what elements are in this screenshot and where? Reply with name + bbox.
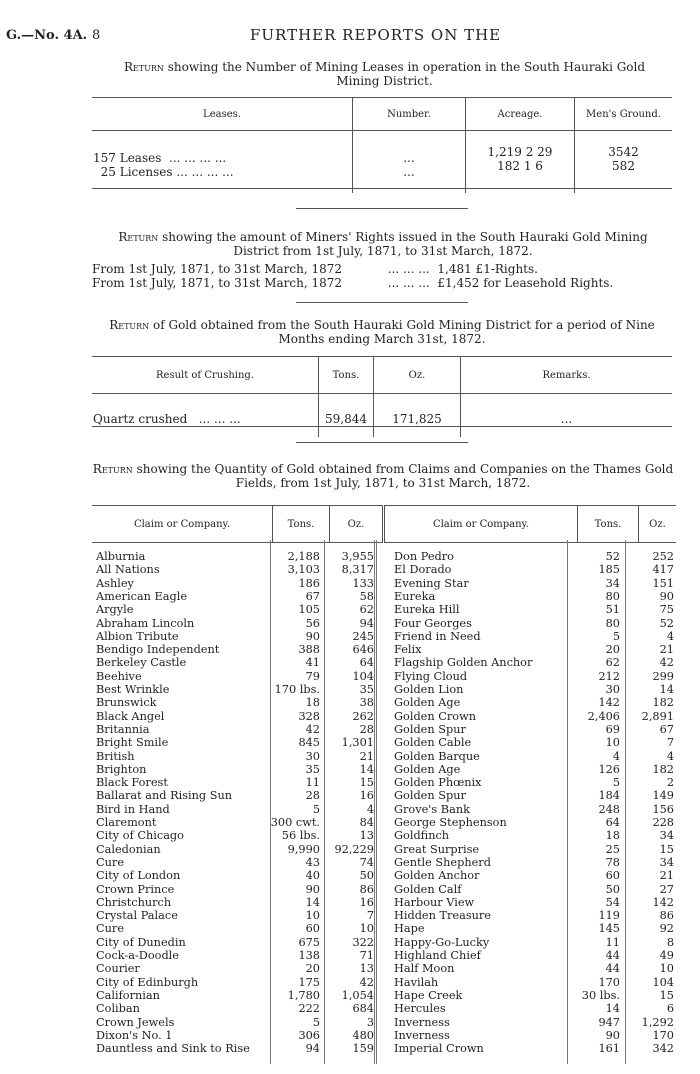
claim-oz: 35 <box>359 683 374 696</box>
claim-tons: 28 <box>305 789 320 803</box>
claim-oz: 262 <box>352 709 374 723</box>
claim-oz: 299 <box>652 669 674 683</box>
lease-mens-ground: 582 <box>612 159 635 173</box>
claim-name: Don Pedro <box>394 550 454 563</box>
claim-oz: 1,292 <box>641 1015 674 1029</box>
claim-oz: 1,054 <box>341 988 374 1002</box>
claim-name: Cock-a-Doodle <box>96 949 179 962</box>
column-rule <box>324 540 325 1064</box>
gold-tons: 59,844 <box>319 394 374 438</box>
claim-name: Golden Spur <box>394 789 466 803</box>
claim-oz: 646 <box>352 643 374 657</box>
claim-tons: 306 <box>298 1028 320 1042</box>
claim-tons: 25 <box>605 842 620 856</box>
claim-name: Cure <box>96 855 125 869</box>
claim-oz: 16 <box>359 789 374 803</box>
claim-name: Golden Phœnix <box>394 776 482 790</box>
claim-oz: 92 <box>659 922 674 936</box>
claim-tons: 18 <box>305 696 320 710</box>
claim-oz: 15 <box>659 988 674 1002</box>
claim-oz: 149 <box>652 789 674 803</box>
claim-oz: 62 <box>359 603 374 617</box>
document-number: G.—No. 4A. <box>6 28 88 43</box>
claim-tons: 79 <box>305 669 320 683</box>
claim-tons: 2,406 <box>587 709 620 723</box>
claim-name: Hercules <box>394 1002 446 1016</box>
claim-tons: 212 <box>598 669 620 683</box>
claim-oz: 245 <box>352 629 374 643</box>
claim-name: Half Moon <box>394 962 455 976</box>
claim-name: Britannia <box>96 722 150 736</box>
lease-acreage: 182 1 6 <box>497 159 543 173</box>
claim-tons: 138 <box>298 949 320 962</box>
claim-name: City of Edinburgh <box>96 975 199 989</box>
claim-tons: 5 <box>612 629 620 643</box>
claim-name: El Dorado <box>394 563 452 577</box>
claim-tons: 78 <box>605 855 620 869</box>
claim-name: Bird in Hand <box>96 802 170 816</box>
claim-name: City of Chicago <box>96 829 184 843</box>
claim-tons: 947 <box>598 1015 620 1029</box>
claim-name: Grove's Bank <box>394 802 470 816</box>
claim-name: Hidden Treasure <box>394 909 491 923</box>
claim-name: Dauntless and Sink to Rise <box>96 1042 250 1056</box>
claim-oz: 13 <box>359 962 374 976</box>
claim-tons: 67 <box>305 589 320 603</box>
claim-oz: 182 <box>652 696 674 710</box>
claim-oz: 156 <box>652 802 674 816</box>
claim-tons: 11 <box>305 776 320 790</box>
claim-name: Flying Cloud <box>394 669 468 683</box>
claim-oz: 133 <box>352 576 374 590</box>
claim-oz: 7 <box>366 909 374 923</box>
claim-tons: 328 <box>298 709 320 723</box>
claim-name: Abraham Lincoln <box>96 616 195 630</box>
claim-tons: 300 cwt. <box>270 816 320 829</box>
claim-tons: 80 <box>605 589 620 603</box>
claim-oz: 480 <box>352 1028 374 1042</box>
claim-oz: 21 <box>659 643 674 657</box>
claim-oz: 6 <box>666 1002 674 1016</box>
claim-oz: 86 <box>659 909 674 923</box>
claim-tons: 42 <box>305 722 320 736</box>
claim-name: Felix <box>394 643 422 657</box>
claim-tons: 44 <box>605 949 620 962</box>
claim-name: Flagship Golden Anchor <box>394 656 533 670</box>
claim-name: Gentle Shepherd <box>394 855 491 869</box>
lease-number: ... <box>403 151 415 165</box>
claim-oz: 159 <box>352 1042 374 1056</box>
claim-oz: 74 <box>359 855 374 869</box>
claim-tons: 43 <box>305 855 320 869</box>
claim-tons: 54 <box>605 895 620 909</box>
claim-tons: 2,188 <box>287 550 320 563</box>
col-tons: Tons. <box>319 357 374 394</box>
claim-tons: 4 <box>612 749 620 763</box>
col-leases: Leases. <box>92 98 353 131</box>
claim-tons: 41 <box>305 656 320 670</box>
section-divider <box>296 302 468 303</box>
column-rule <box>374 540 377 1064</box>
claim-name: Courier <box>96 962 140 976</box>
claim-tons: 90 <box>605 1028 620 1042</box>
claim-tons: 5 <box>612 776 620 790</box>
claim-tons: 50 <box>605 882 620 896</box>
col-claim-left: Claim or Company. <box>92 506 273 543</box>
claim-oz: 684 <box>352 1002 374 1016</box>
claim-oz: 38 <box>359 696 374 710</box>
claim-name: Cure <box>96 922 125 936</box>
claim-name: Argyle <box>96 603 134 617</box>
claim-oz: 1,301 <box>341 736 374 750</box>
claim-tons: 845 <box>298 736 320 750</box>
claim-tons: 184 <box>598 789 620 803</box>
claim-tons: 675 <box>298 935 320 949</box>
section-divider <box>296 442 468 443</box>
claim-name: Albion Tribute <box>96 629 179 643</box>
claim-tons: 18 <box>605 829 620 843</box>
claim-name: Golden Crown <box>394 709 477 723</box>
claim-tons: 185 <box>598 563 620 577</box>
claim-name: Ashley <box>96 576 134 590</box>
claim-oz: 28 <box>359 722 374 736</box>
claim-oz: 21 <box>659 869 674 883</box>
claim-tons: 3,103 <box>287 563 320 577</box>
claim-tons: 5 <box>312 802 320 816</box>
claim-name: Golden Calf <box>394 882 462 896</box>
claim-oz: 92,229 <box>334 842 374 856</box>
claim-name: American Eagle <box>96 589 188 603</box>
claim-oz: 4 <box>366 802 374 816</box>
claim-tons: 94 <box>305 1042 320 1056</box>
claim-name: Dixon's No. 1 <box>96 1028 173 1042</box>
table-rule <box>92 188 672 189</box>
claim-tons: 248 <box>598 802 620 816</box>
claim-tons: 64 <box>605 816 620 829</box>
claim-tons: 10 <box>605 736 620 750</box>
column-rule <box>567 540 568 1064</box>
claim-name: Golden Age <box>394 696 461 710</box>
table-rule <box>92 426 672 427</box>
claim-oz: 75 <box>659 603 674 617</box>
claim-name: Golden Anchor <box>394 869 480 883</box>
claim-oz: 13 <box>359 829 374 843</box>
claim-oz: 104 <box>652 975 674 989</box>
claim-oz: 42 <box>659 656 674 670</box>
claim-tons: 30 <box>605 683 620 696</box>
col-result: Result of Crushing. <box>92 357 319 394</box>
claim-tons: 388 <box>298 643 320 657</box>
claim-oz: 34 <box>659 829 674 843</box>
claim-name: Caledonian <box>96 842 161 856</box>
claim-tons: 9,990 <box>287 842 320 856</box>
claim-name: Eureka <box>394 589 436 603</box>
gold-oz: 171,825 <box>374 394 461 438</box>
claim-oz: 10 <box>659 962 674 976</box>
lease-number: ... <box>403 165 415 179</box>
claim-tons: 90 <box>305 882 320 896</box>
claim-tons: 161 <box>598 1042 620 1056</box>
claim-tons: 10 <box>305 909 320 923</box>
claim-oz: 15 <box>359 776 374 790</box>
page-title: FURTHER REPORTS ON THE <box>250 26 502 44</box>
claim-oz: 10 <box>359 922 374 936</box>
claim-tons: 35 <box>305 762 320 776</box>
claim-oz: 417 <box>652 563 674 577</box>
lease-row-label: 157 Leases ... ... ... ... <box>93 151 227 165</box>
claim-name: All Nations <box>96 563 160 577</box>
claim-name: Brunswick <box>96 696 157 710</box>
claim-oz: 49 <box>659 949 674 962</box>
claim-oz: 67 <box>659 722 674 736</box>
claim-tons: 119 <box>598 909 620 923</box>
claim-name: Inverness <box>394 1028 450 1042</box>
claim-oz: 84 <box>359 816 374 829</box>
section-divider <box>296 208 468 209</box>
claim-name: Ballarat and Rising Sun <box>96 789 233 803</box>
claim-name: Crown Jewels <box>96 1015 175 1029</box>
leases-table <box>92 97 672 193</box>
claim-tons: 126 <box>598 762 620 776</box>
leases-caption: Return showing the Number of Mining Leases in operation in the South Hauraki Gold Mining District. <box>123 60 646 88</box>
claim-oz: 58 <box>359 589 374 603</box>
claim-tons: 52 <box>605 550 620 563</box>
claim-oz: 64 <box>359 656 374 670</box>
claim-tons: 40 <box>305 869 320 883</box>
col-claim-right: Claim or Company. <box>384 506 578 543</box>
claim-name: Crystal Palace <box>96 909 178 923</box>
claim-oz: 27 <box>659 882 674 896</box>
claim-oz: 8,317 <box>341 563 374 577</box>
claim-oz: 86 <box>359 882 374 896</box>
claim-tons: 14 <box>305 895 320 909</box>
rights-line: From 1st July, 1871, to 31st March, 1872 ... ... ... £1,452 for Leasehold Rights. <box>92 276 614 290</box>
col-mens-ground: Men's Ground. <box>575 98 673 131</box>
col-tons-right: Tons. <box>578 506 639 543</box>
claim-name: Golden Age <box>394 762 461 776</box>
claim-oz: 14 <box>359 762 374 776</box>
claim-tons: 5 <box>312 1015 320 1029</box>
gold-caption: Return of Gold obtained from the South Hauraki Gold Mining District for a period of Nine Months ending March 31st, 1872. <box>109 318 655 346</box>
gold-table <box>92 356 672 437</box>
claim-name: Hape Creek <box>394 988 463 1002</box>
claim-name: Crown Prince <box>96 882 175 896</box>
gold-remarks: ... <box>461 394 673 438</box>
claim-name: Black Angel <box>96 709 165 723</box>
claim-name: Bendigo Independent <box>96 643 220 657</box>
claim-oz: 252 <box>652 550 674 563</box>
claim-tons: 170 lbs. <box>274 683 320 696</box>
claim-name: Friend in Need <box>394 629 481 643</box>
thames-caption: Return showing the Quantity of Gold obtained from Claims and Companies on the Thames Gold Fields, from 1st July, 1871, to 31st March, 1872. <box>92 462 674 490</box>
claim-tons: 30 <box>305 749 320 763</box>
claim-oz: 4 <box>666 629 674 643</box>
col-oz-right: Oz. <box>639 506 677 543</box>
claim-tons: 20 <box>605 643 620 657</box>
claim-oz: 16 <box>359 895 374 909</box>
claim-tons: 30 lbs. <box>581 988 620 1002</box>
claim-name: Beehive <box>96 669 142 683</box>
claim-oz: 322 <box>352 935 374 949</box>
claim-tons: 142 <box>598 696 620 710</box>
claim-oz: 2 <box>666 776 674 790</box>
claim-tons: 90 <box>305 629 320 643</box>
lease-mens-ground: 3542 <box>608 145 639 159</box>
claim-oz: 21 <box>359 749 374 763</box>
lease-row-label: 25 Licenses ... ... ... ... <box>100 165 234 179</box>
claim-name: Harbour View <box>394 895 475 909</box>
rights-caption: Return showing the amount of Miners' Rights issued in the South Hauraki Gold Mining District from 1st July, 1871, to 31st March, 1872. <box>118 230 648 258</box>
claim-name: Bright Smile <box>96 736 169 750</box>
claim-oz: 104 <box>352 669 374 683</box>
claim-oz: 42 <box>359 975 374 989</box>
col-oz: Oz. <box>374 357 461 394</box>
claim-tons: 222 <box>298 1002 320 1016</box>
claim-name: Hape <box>394 922 425 936</box>
page-number: 8 <box>92 28 101 43</box>
gold-row-label: Quartz crushed ... ... ... <box>93 412 241 426</box>
claim-name: Californian <box>96 988 160 1002</box>
claim-oz: 228 <box>652 816 674 829</box>
claim-oz: 4 <box>666 749 674 763</box>
claim-tons: 56 <box>305 616 320 630</box>
claim-name: Golden Cable <box>394 736 472 750</box>
claim-name: Happy-Go-Lucky <box>394 935 490 949</box>
claim-tons: 44 <box>605 962 620 976</box>
claim-oz: 94 <box>359 616 374 630</box>
claim-name: Christchurch <box>96 895 172 909</box>
claim-tons: 170 <box>598 975 620 989</box>
claim-tons: 62 <box>605 656 620 670</box>
claim-tons: 1,780 <box>287 988 320 1002</box>
claim-tons: 105 <box>298 603 320 617</box>
claim-oz: 3,955 <box>341 550 374 563</box>
claim-tons: 60 <box>605 869 620 883</box>
claim-oz: 342 <box>652 1042 674 1056</box>
claim-name: Alburnia <box>96 550 146 563</box>
claim-tons: 60 <box>305 922 320 936</box>
claim-name: Black Forest <box>96 776 168 790</box>
claim-name: Golden Barque <box>394 749 480 763</box>
claim-name: Evening Star <box>394 576 469 590</box>
claim-oz: 3 <box>366 1015 374 1029</box>
claim-tons: 11 <box>605 935 620 949</box>
claim-tons: 34 <box>605 576 620 590</box>
claim-tons: 56 lbs. <box>281 829 320 843</box>
claim-name: Best Wrinkle <box>96 683 170 696</box>
claim-oz: 90 <box>659 589 674 603</box>
thames-header <box>92 505 676 543</box>
col-number: Number. <box>353 98 466 131</box>
claim-name: Golden Spur <box>394 722 466 736</box>
claim-oz: 142 <box>652 895 674 909</box>
claim-tons: 14 <box>605 1002 620 1016</box>
claim-tons: 51 <box>605 603 620 617</box>
claim-name: British <box>96 749 135 763</box>
claim-oz: 170 <box>652 1028 674 1042</box>
claim-name: Imperial Crown <box>394 1042 484 1056</box>
claim-name: Coliban <box>96 1002 140 1016</box>
col-oz-left: Oz. <box>330 506 384 543</box>
claim-name: Brighton <box>96 762 147 776</box>
claim-tons: 20 <box>305 962 320 976</box>
claim-tons: 69 <box>605 722 620 736</box>
claim-oz: 71 <box>359 949 374 962</box>
claim-name: Great Surprise <box>394 842 480 856</box>
col-acreage: Acreage. <box>466 98 575 131</box>
claim-oz: 14 <box>659 683 674 696</box>
claim-oz: 50 <box>359 869 374 883</box>
claim-oz: 8 <box>666 935 674 949</box>
claim-name: Inverness <box>394 1015 450 1029</box>
claim-name: Highland Chief <box>394 949 481 962</box>
claim-oz: 34 <box>659 855 674 869</box>
claim-name: City of Dunedin <box>96 935 186 949</box>
claim-tons: 186 <box>298 576 320 590</box>
col-tons-left: Tons. <box>273 506 330 543</box>
claim-name: Eureka Hill <box>394 603 460 617</box>
claim-tons: 145 <box>598 922 620 936</box>
claim-oz: 2,891 <box>641 709 674 723</box>
claim-name: Berkeley Castle <box>96 656 187 670</box>
col-remarks: Remarks. <box>461 357 673 394</box>
rights-line: From 1st July, 1871, to 31st March, 1872 ... ... ... 1,481 £1-Rights. <box>92 262 538 276</box>
claim-tons: 80 <box>605 616 620 630</box>
lease-acreage: 1,219 2 29 <box>487 145 553 159</box>
claim-oz: 151 <box>652 576 674 590</box>
claim-oz: 52 <box>659 616 674 630</box>
claim-name: George Stephenson <box>394 816 507 829</box>
claim-oz: 15 <box>659 842 674 856</box>
claim-name: City of London <box>96 869 181 883</box>
claim-name: Havilah <box>394 975 439 989</box>
claim-oz: 7 <box>666 736 674 750</box>
claim-tons: 175 <box>298 975 320 989</box>
claim-name: Goldfinch <box>394 829 450 843</box>
claim-name: Golden Lion <box>394 683 464 696</box>
claim-name: Claremont <box>96 816 157 829</box>
claim-name: Four Georges <box>394 616 472 630</box>
claim-oz: 182 <box>652 762 674 776</box>
